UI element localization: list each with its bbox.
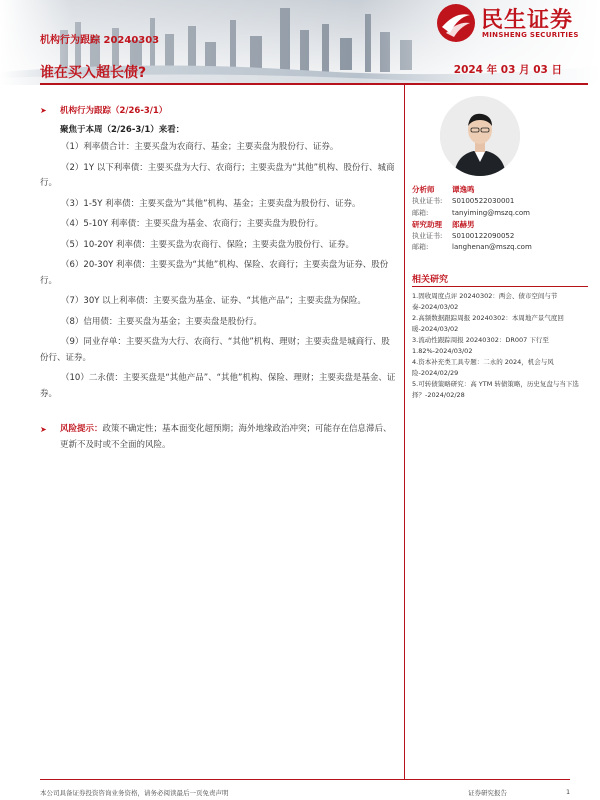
cert-number: S0100522030001 [452,197,515,206]
related-link[interactable]: 2.高频数据跟踪周报 20240302：本周地产景气度回暖-2024/03/02 [412,314,564,333]
related-link[interactable]: 5.可转债策略研究：高 YTM 转债策略，历史复盘与当下选择？-2024/02/28 [412,380,579,399]
main-content [40,104,396,453]
footer-divider [40,779,570,780]
analyst-photo [440,96,520,176]
list-item: （10）二永债：主要买盘是“其他产品”、“其他”机构、保险、理财；主要卖盘是基金、证券。 [40,373,396,399]
related-link[interactable]: 1.固收周度点评 20240302：两会、债市空间与节奏-2024/03/02 [412,292,558,311]
analyst-name: 郎赫男 [452,219,475,229]
column-divider [404,85,405,779]
list-item: （4）5-10Y 利率债：主要买盘为基金、农商行；主要卖盘为股份行。 [61,219,324,229]
logo-text-cn: 民生证券 [481,8,574,33]
list-item: （6）20-30Y 利率债：主要买盘为“其他”机构、保险、农商行；主要卖盘为证券、股份行。 [40,260,389,286]
cert-label: 执业证书: [412,197,443,206]
email[interactable]: langhenan@mszq.com [452,243,532,252]
related-link[interactable]: 3.流动性跟踪周报 20240302：DR007 下行至 1.82%-2024/03/02 [412,336,549,355]
related-research-list [412,291,588,401]
cert-number: S0100122090052 [452,231,515,240]
analyst-role: 研究助理 [412,219,442,229]
section-heading [40,104,396,116]
list-item: （8）信用债：主要买盘为基金；主要卖盘是股份行。 [61,316,262,327]
logo-text-en: MINSHENG SECURITIES [482,31,579,39]
analyst-role: 分析师 [412,185,435,195]
mail-label: 邮箱: [412,208,429,217]
report-title: 谁在买入超长债? [40,65,147,81]
mail-label: 邮箱: [412,243,429,252]
risk-warning [40,422,396,453]
related-link[interactable]: 4.资本补充类工具专题：二永的 2024，机会与风险-2024/02/29 [412,358,554,377]
header-divider [40,83,588,85]
list-item: （2）1Y 以下利率债：主要买盘为大行、农商行；主要卖盘为“其他”机构、股份行、城商行。 [40,162,395,188]
analyst-name: 谭逸鸣 [452,185,475,195]
analyst-card [412,184,588,253]
report-series: 机构行为跟踪 20240303 [40,35,160,46]
risk-text: 政策不确定性；基本面变化超预期；海外地缘政治冲突；可能存在信息滞后、更新不及时或不全面的风险。 [60,424,392,450]
related-research-title: 相关研究 [412,275,449,285]
related-divider [412,286,588,287]
footer-report-type: 证券研究报告 [468,789,507,797]
report-header [0,0,600,85]
cert-label: 执业证书: [412,231,443,240]
list-item: （5）10-20Y 利率债：主要买盘为农商行、保险；主要卖盘为股份行、证券。 [61,239,355,250]
lead-text: 聚焦于本周（2/26-3/1）来看： [60,125,185,135]
email[interactable]: tanyiming@mszq.com [452,208,530,217]
arrow-right-icon: ➤ [40,105,47,115]
footer-disclaimer: 本公司具备证券投资咨询业务资格，请务必阅读最后一页免责声明 [40,789,229,797]
list-item: （7）30Y 以上利率债：主要买盘为基金、证券、“其他产品”；主要卖盘为保险。 [61,296,366,306]
page-number: 1 [566,788,571,796]
report-date: 2024 年 03 月 03 日 [453,64,562,76]
list-item: （9）同业存单：主要买盘为大行、农商行、“其他”机构、理财；主要卖盘是城商行、股份行、证券。 [40,337,390,363]
risk-label: 风险提示： [60,424,103,434]
section-title: 机构行为跟踪（2/26-3/1） [60,106,168,116]
company-logo [436,3,586,43]
logo-emblem-icon [436,3,476,43]
list-item: （1）利率债合计：主要买盘为农商行、基金；主要卖盘为股份行、证券。 [61,142,339,152]
list-item: （3）1-5Y 利率债：主要买盘为“其他”机构、基金；主要卖盘为股份行、证券。 [61,198,361,209]
arrow-right-icon: ➤ [40,425,47,434]
person-avatar-icon [440,96,520,176]
